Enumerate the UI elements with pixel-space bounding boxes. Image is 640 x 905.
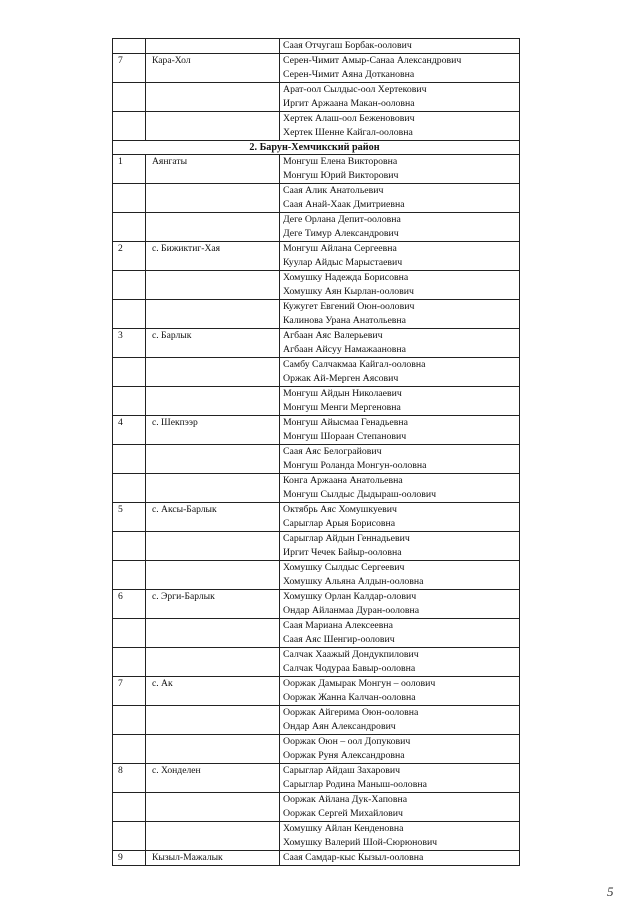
row-number <box>113 560 146 589</box>
person-names-cell <box>280 39 520 54</box>
locality-name <box>146 111 280 140</box>
row-number <box>113 111 146 140</box>
locality-name: с. Барлык <box>146 328 280 357</box>
person-names-cell <box>280 473 520 502</box>
table-row <box>113 328 520 357</box>
table-row <box>113 763 520 792</box>
row-number <box>113 386 146 415</box>
table-row <box>113 560 520 589</box>
locality-name: с. Хонделен <box>146 763 280 792</box>
row-number <box>113 618 146 647</box>
row-number: 9 <box>113 850 146 865</box>
locality-name <box>146 821 280 850</box>
row-number <box>113 531 146 560</box>
person-names-cell <box>280 183 520 212</box>
person-name: Сарыглар Айдаш Захарович <box>283 764 401 776</box>
table-row <box>113 53 520 82</box>
person-name: Ооржак Оюн – оол Допукович <box>283 735 411 747</box>
table-row <box>113 270 520 299</box>
locality-name <box>146 618 280 647</box>
person-names-cell <box>280 647 520 676</box>
row-number <box>113 821 146 850</box>
row-number <box>113 357 146 386</box>
row-number <box>113 82 146 111</box>
person-name: Ондар Айланмаа Дуран-ооловна <box>283 604 420 616</box>
table-row <box>113 502 520 531</box>
person-names-cell <box>280 589 520 618</box>
person-name: Хомушку Сылдыс Сергеевич <box>283 561 405 573</box>
page-number: 5 <box>607 884 614 899</box>
person-name: Хомушку Альяна Алдын-ооловна <box>283 575 424 587</box>
person-name: Агбаан Аяс Валерьевич <box>283 329 383 341</box>
table-row <box>113 589 520 618</box>
table-row <box>113 734 520 763</box>
person-name: Хомушку Надежда Борисовна <box>283 271 409 283</box>
person-names-cell <box>280 415 520 444</box>
person-names-cell <box>280 111 520 140</box>
person-name: Деге Тимур Александрович <box>283 227 399 239</box>
table-body <box>113 39 520 866</box>
person-names-cell <box>280 676 520 705</box>
locality-name <box>146 705 280 734</box>
person-name: Конга Аржаана Анатольевна <box>283 474 403 486</box>
table-row <box>113 792 520 821</box>
person-name: Ооржак Жанна Калчан-ооловна <box>283 691 416 703</box>
person-name: Саая Аяс Белограйович <box>283 445 382 457</box>
person-name: Салчак Хаажый Дондукпилович <box>283 648 419 660</box>
table-row <box>113 705 520 734</box>
row-number <box>113 444 146 473</box>
section-heading: 2. Барун-Хемчикский район <box>113 140 520 154</box>
person-name: Самбу Салчакмаа Кайгал-ооловна <box>283 358 426 370</box>
locality-name <box>146 386 280 415</box>
locality-name <box>146 444 280 473</box>
person-names-cell <box>280 386 520 415</box>
person-name: Монгуш Елена Викторовна <box>283 155 398 167</box>
person-name: Ооржак Сергей Михайлович <box>283 807 403 819</box>
row-number: 7 <box>113 676 146 705</box>
row-number: 6 <box>113 589 146 618</box>
person-names-cell <box>280 241 520 270</box>
person-name: Арат-оол Сылдыс-оол Хертекович <box>283 83 427 95</box>
person-name: Сарыглар Арыя Борисовна <box>283 517 396 529</box>
person-name: Хертек Шенне Кайгал-ооловна <box>283 126 413 138</box>
table-row <box>113 386 520 415</box>
table-row <box>113 531 520 560</box>
person-name: Монгуш Менги Мергеновна <box>283 401 401 413</box>
locality-name <box>146 560 280 589</box>
table-row <box>113 444 520 473</box>
row-number <box>113 647 146 676</box>
person-names-cell <box>280 328 520 357</box>
person-names-cell <box>280 531 520 560</box>
locality-name: с. Шекпээр <box>146 415 280 444</box>
row-number <box>113 473 146 502</box>
locality-name <box>146 357 280 386</box>
person-name: Хомушку Аян Кырлан-оолович <box>283 285 414 297</box>
person-name: Салчак Чодураа Бавыр-ооловна <box>283 662 416 674</box>
table-row <box>113 415 520 444</box>
person-names-cell <box>280 502 520 531</box>
row-number <box>113 212 146 241</box>
person-names-cell <box>280 705 520 734</box>
person-name: Серен-Чимит Аяна Доткановна <box>283 68 415 80</box>
table-row <box>113 357 520 386</box>
person-name: Хомушку Валерий Шой-Сюрюнович <box>283 836 438 848</box>
row-number: 7 <box>113 53 146 82</box>
section-heading-row <box>113 140 520 154</box>
row-number <box>113 183 146 212</box>
locality-name: с. Бижиктиг-Хая <box>146 241 280 270</box>
person-names-cell <box>280 734 520 763</box>
table-row <box>113 212 520 241</box>
locality-name: с. Аксы-Барлык <box>146 502 280 531</box>
table-row <box>113 473 520 502</box>
person-name: Ондар Аян Александрович <box>283 720 396 732</box>
person-names-cell <box>280 560 520 589</box>
locality-name <box>146 270 280 299</box>
person-names-cell <box>280 357 520 386</box>
row-number <box>113 299 146 328</box>
person-name: Монгуш Сылдыс Дыдыраш-оолович <box>283 488 437 500</box>
table-row <box>113 821 520 850</box>
person-name: Деге Орлана Депит-ооловна <box>283 213 401 225</box>
row-number: 2 <box>113 241 146 270</box>
person-names-cell <box>280 299 520 328</box>
person-name: Кужугет Евгений Оюн-оолович <box>283 300 415 312</box>
person-name: Хомушку Орлан Калдар-олович <box>283 590 417 602</box>
locality-name <box>146 647 280 676</box>
person-name: Саая Аяс Шенгир-оолович <box>283 633 395 645</box>
person-names-cell <box>280 850 520 865</box>
row-number: 4 <box>113 415 146 444</box>
person-name: Монгуш Роланда Монгун-ооловна <box>283 459 427 471</box>
table-row <box>113 39 520 54</box>
locality-name <box>146 39 280 54</box>
locality-name: с. Ак <box>146 676 280 705</box>
person-name: Агбаан Айсуу Намажаановна <box>283 343 406 355</box>
person-name: Саая Самдар-кыс Кызыл-ооловна <box>283 851 424 863</box>
person-names-cell <box>280 154 520 183</box>
table-row <box>113 850 520 865</box>
table-row <box>113 183 520 212</box>
person-names-cell <box>280 82 520 111</box>
row-number <box>113 270 146 299</box>
row-number: 5 <box>113 502 146 531</box>
table-row <box>113 647 520 676</box>
person-name: Оржак Ай-Мерген Аясович <box>283 372 399 384</box>
locality-name <box>146 82 280 111</box>
person-name: Монгуш Айлана Сергеевна <box>283 242 397 254</box>
person-name: Саая Анай-Хаак Дмитриевна <box>283 198 405 210</box>
locality-name: Аянгаты <box>146 154 280 183</box>
row-number <box>113 705 146 734</box>
person-name: Ооржак Дамырак Монгун – оолович <box>283 677 436 689</box>
table-row <box>113 154 520 183</box>
person-name: Ооржак Айгерима Оюн-ооловна <box>283 706 419 718</box>
locality-name <box>146 212 280 241</box>
row-number: 8 <box>113 763 146 792</box>
person-name: Саая Алик Анатольевич <box>283 184 384 196</box>
locality-name <box>146 299 280 328</box>
person-names-cell <box>280 618 520 647</box>
person-name: Монгуш Айысмаа Генадьевна <box>283 416 408 428</box>
row-number <box>113 792 146 821</box>
person-name: Саая Мариана Алексеевна <box>283 619 393 631</box>
locality-name <box>146 473 280 502</box>
person-name: Серен-Чимит Амыр-Санаа Александрович <box>283 54 462 66</box>
person-name: Ооржак Айлана Дук-Хаповна <box>283 793 408 805</box>
person-names-cell <box>280 821 520 850</box>
row-number <box>113 39 146 54</box>
person-name: Куулар Айдыс Марыстаевич <box>283 256 403 268</box>
person-names-cell <box>280 212 520 241</box>
row-number: 1 <box>113 154 146 183</box>
locality-name <box>146 531 280 560</box>
document-table <box>112 38 520 866</box>
locality-name: с. Эрги-Барлык <box>146 589 280 618</box>
table-row <box>113 241 520 270</box>
person-name: Хомушку Айлан Кенденовна <box>283 822 404 834</box>
person-names-cell <box>280 763 520 792</box>
person-name: Ооржак Руня Александровна <box>283 749 405 761</box>
locality-name <box>146 792 280 821</box>
person-name: Саая Отчугаш Борбак-оолович <box>283 40 412 51</box>
person-name: Монгуш Шораан Степанович <box>283 430 407 442</box>
table-row <box>113 299 520 328</box>
locality-name <box>146 183 280 212</box>
person-name: Сарыглар Айдын Геннадьевич <box>283 532 410 544</box>
table-row <box>113 618 520 647</box>
person-name: Монгуш Юрий Викторович <box>283 169 399 181</box>
row-number <box>113 734 146 763</box>
person-name: Иргит Аржаана Макан-ооловна <box>283 97 415 109</box>
row-number: 3 <box>113 328 146 357</box>
table-row <box>113 111 520 140</box>
person-name: Иргит Чечек Байыр-ооловна <box>283 546 402 558</box>
person-names-cell <box>280 792 520 821</box>
table-row <box>113 82 520 111</box>
person-name: Сарыглар Родина Маныш-ооловна <box>283 778 427 790</box>
person-names-cell <box>280 270 520 299</box>
person-names-cell <box>280 53 520 82</box>
locality-name: Кызыл-Мажалык <box>146 850 280 865</box>
person-name: Монгуш Айдын Николаевич <box>283 387 402 399</box>
table-row <box>113 676 520 705</box>
person-name: Октябрь Аяс Хомушкуевич <box>283 503 397 515</box>
locality-name <box>146 734 280 763</box>
person-name: Хертек Алаш-оол Беженовович <box>283 112 415 124</box>
person-names-cell <box>280 444 520 473</box>
person-name: Калинова Урана Анатольевна <box>283 314 407 326</box>
locality-name: Кара-Хол <box>146 53 280 82</box>
